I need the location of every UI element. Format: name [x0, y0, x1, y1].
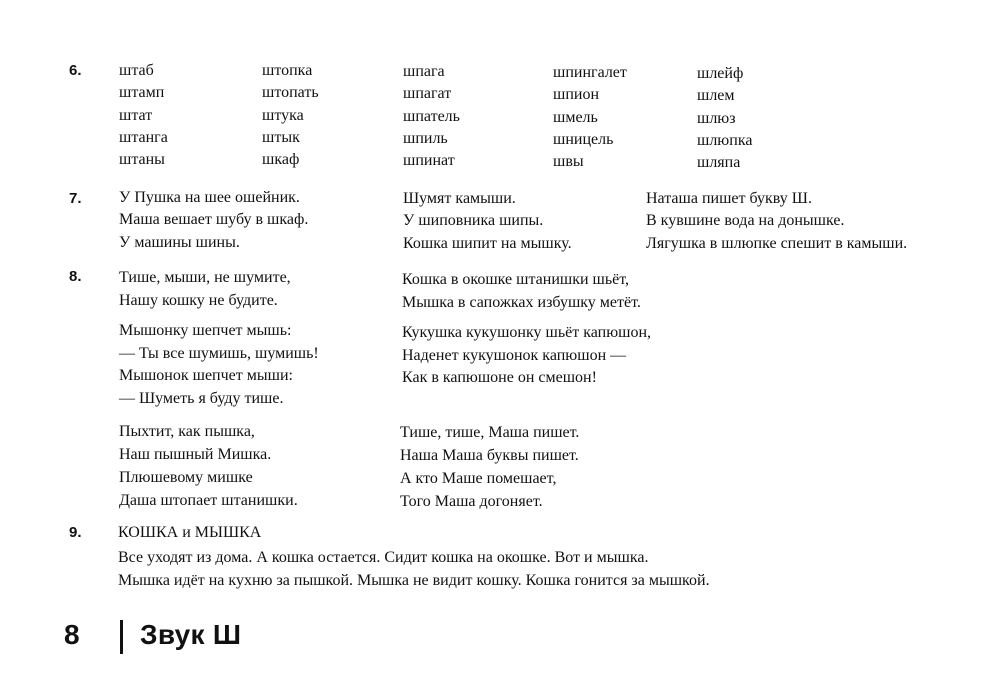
section-title: Звук Ш: [140, 619, 242, 650]
word: шпион: [553, 86, 600, 104]
word: шлейф: [697, 65, 744, 82]
word: шницель: [553, 130, 614, 148]
word: штанга: [119, 128, 168, 146]
word: штат: [119, 106, 153, 124]
poem-line: Наш пышный Мишка.: [119, 446, 272, 463]
poem-line: Кукушка кукушонку шьёт капюшон,: [402, 324, 652, 341]
word: штопка: [262, 62, 313, 79]
word: штамп: [119, 84, 165, 102]
word: шпагат: [403, 85, 452, 103]
word: шпага: [403, 63, 445, 80]
sentence: Лягушка в шлюпке спешит в камыши.: [646, 234, 908, 252]
word: шпингалет: [553, 64, 627, 81]
exercise-8-number: 8.: [69, 268, 82, 285]
sentence: У Пушка на шее ошейник.: [119, 189, 300, 206]
word: шлюпка: [697, 131, 753, 149]
word: шпатель: [403, 107, 460, 125]
exercise-7-number: 7.: [69, 190, 82, 207]
word: шкаф: [262, 151, 300, 169]
poem-line: Как в капюшоне он смешон!: [402, 369, 597, 387]
sentence: Маша вешает шубу в шкаф.: [119, 211, 309, 229]
word: штопать: [262, 84, 319, 102]
exercise-7-column-1: [119, 187, 308, 254]
sentence: Шумят камыши.: [403, 190, 516, 207]
sentence: У шиповника шипы.: [403, 212, 544, 230]
story-title: КОШКА и МЫШКА: [118, 524, 262, 541]
exercise-7-column-3: [646, 188, 907, 255]
poem-line: Мышонок шепчет мыши:: [119, 367, 293, 385]
poem-line: Того Маша догоняет.: [400, 493, 543, 510]
poem-line: — Шуметь я буду тише.: [119, 390, 284, 408]
poem-stanza: [402, 268, 641, 314]
story-line: Мышка идёт на кухню за пышкой. Мышка не видит кошку. Кошка гонится за мышкой.: [118, 572, 710, 589]
word: шляпа: [697, 154, 741, 172]
word: штаб: [119, 62, 154, 79]
poem-line: Тише, мыши, не шумите,: [119, 269, 291, 286]
poem-line: — Ты все шумишь, шумишь!: [119, 344, 319, 362]
poem-line: Мышка в сапожках избушку метёт.: [402, 294, 641, 311]
exercise-6-column-3: [403, 61, 460, 172]
exercise-6-number: 6.: [69, 62, 82, 79]
poem-line: Тише, тише, Маша пишет.: [400, 424, 580, 441]
footer-divider: [120, 620, 123, 654]
sentence: У машины шины.: [119, 233, 240, 251]
poem-line: Пыхтит, как пышка,: [119, 423, 255, 440]
poem-stanza: [402, 322, 651, 390]
poem-stanza: [119, 266, 291, 312]
poem-line: Мышонку шепчет мышь:: [119, 322, 292, 339]
exercise-7-column-2: [403, 188, 572, 255]
poem-line: Плюшевому мишке: [119, 469, 253, 486]
word: шлюз: [697, 109, 736, 127]
poem-line: Наденет кукушонок капюшон —: [402, 346, 627, 364]
word: швы: [553, 153, 584, 171]
exercise-6-column-4: [553, 62, 627, 173]
sentence: В кувшине вода на донышке.: [646, 212, 845, 230]
exercise-6-column-1: [119, 60, 168, 171]
word: шлем: [697, 87, 735, 105]
word: штаны: [119, 151, 165, 169]
exercise-6-column-2: [262, 60, 319, 171]
sentence: Кошка шипит на мышку.: [403, 234, 572, 252]
poem-line: Даша штопает штанишки.: [119, 492, 298, 509]
exercise-9-number: 9.: [69, 524, 82, 541]
word: шпинат: [403, 152, 455, 170]
word: шпиль: [403, 129, 448, 147]
poem-line: Кошка в окошке штанишки шьёт,: [402, 271, 630, 288]
word: штука: [262, 106, 304, 124]
story-line: Все уходят из дома. А кошка остается. Сидит кошка на окошке. Вот и мышка.: [118, 549, 649, 566]
poem-line: Наша Маша буквы пишет.: [400, 447, 579, 464]
poem-line: Нашу кошку не будите.: [119, 292, 278, 309]
exercise-6-column-5: [697, 63, 752, 174]
poem-stanza: [119, 320, 319, 411]
word: штык: [262, 128, 300, 146]
poem-stanza: [400, 421, 579, 513]
page-number: 8: [64, 619, 80, 650]
word: шмель: [553, 108, 598, 126]
poem-stanza: [119, 420, 298, 512]
poem-line: А кто Маше помешает,: [400, 470, 557, 487]
sentence: Наташа пишет букву Ш.: [646, 190, 812, 207]
